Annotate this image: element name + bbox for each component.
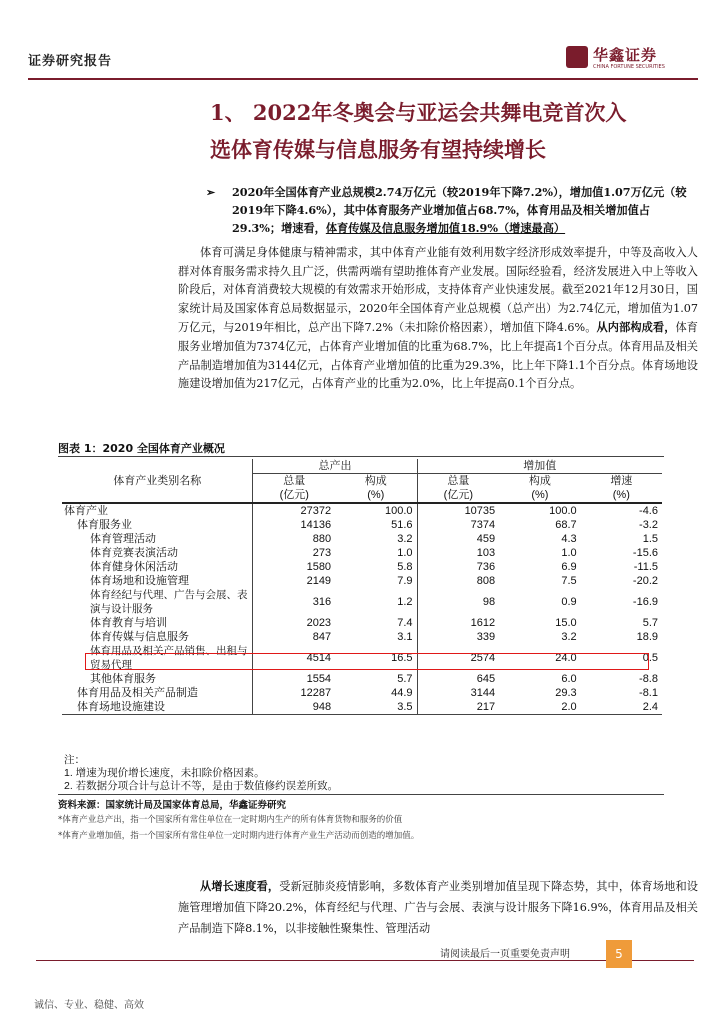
table-row bbox=[62, 560, 662, 574]
table-row bbox=[62, 672, 662, 686]
logo-text: 华鑫证券 bbox=[593, 46, 658, 64]
row-value-cell: 736 bbox=[417, 560, 499, 574]
data-source: 资料来源：国家统计局及国家体育总局，华鑫证券研究 bbox=[58, 800, 287, 811]
note-2: 2. 若数据分项合计与总计不等，是由于数值修约误差所致。 bbox=[64, 780, 339, 792]
row-category-name: 体育用品及相关产品制造 bbox=[77, 687, 198, 699]
row-value-cell: 3.2 bbox=[561, 631, 577, 643]
row-category-name: 体育经纪与代理、广告与会展、表演与设计服务 bbox=[90, 589, 248, 615]
table-row bbox=[62, 574, 662, 588]
table-col-name-header: 体育产业类别名称 bbox=[62, 459, 253, 503]
row-value-cell: 3.2 bbox=[397, 533, 413, 545]
body-paragraph-2 bbox=[178, 876, 698, 939]
subheader-label: 构成 bbox=[528, 475, 551, 487]
company-logo bbox=[566, 44, 696, 74]
row-value-cell: 7.9 bbox=[397, 575, 413, 587]
figure-title-rule bbox=[58, 456, 664, 457]
table-group-output: 总产出 bbox=[253, 459, 417, 474]
row-value-cell: 51.6 bbox=[391, 519, 413, 531]
row-value-cell: 3144 bbox=[417, 686, 499, 700]
row-value-cell: -11.5 bbox=[633, 561, 658, 573]
row-value-cell: 273 bbox=[253, 546, 335, 560]
table-row bbox=[62, 700, 662, 715]
row-value-cell: 5.7 bbox=[397, 673, 413, 685]
row-value-cell: -4.6 bbox=[581, 503, 662, 518]
row-value-cell: -20.2 bbox=[632, 575, 658, 587]
row-value-cell: 3.5 bbox=[335, 700, 417, 715]
row-value-cell: 2149 bbox=[253, 574, 335, 588]
section-heading-line2: 选体育传媒与信息服务有望持续增长 bbox=[210, 137, 546, 162]
header-divider bbox=[28, 78, 698, 80]
table-subheader-cell bbox=[581, 474, 662, 504]
row-value-cell: 316 bbox=[253, 588, 335, 616]
table-row bbox=[62, 588, 662, 616]
key-point-text bbox=[232, 183, 696, 237]
row-value-cell: -16.9 bbox=[632, 596, 658, 608]
row-value-cell: 7374 bbox=[417, 518, 499, 532]
sports-industry-table bbox=[62, 459, 662, 715]
report-type-label: 证券研究报告 bbox=[28, 54, 113, 69]
notes-rule bbox=[58, 794, 664, 795]
row-category-name: 其他体育服务 bbox=[90, 673, 156, 685]
row-value-cell: 4.3 bbox=[561, 533, 577, 545]
page-number: 5 bbox=[606, 940, 632, 968]
row-value-cell: 1.0 bbox=[397, 547, 413, 559]
row-value-cell: 5.7 bbox=[642, 617, 658, 629]
row-value-cell: 98 bbox=[417, 588, 499, 616]
table-subheader-cell bbox=[499, 474, 580, 504]
row-category-name: 体育用品及相关产品销售、出租与贸易代理 bbox=[90, 645, 248, 671]
row-value-cell: 7.5 bbox=[561, 575, 577, 587]
highlight-box bbox=[85, 653, 649, 670]
subheader-label: 增速 bbox=[610, 475, 633, 487]
table-subheader-cell bbox=[335, 474, 417, 504]
table-row bbox=[62, 503, 662, 518]
row-value-cell: 0.5 bbox=[642, 652, 658, 664]
row-value-cell: 18.9 bbox=[636, 631, 658, 643]
subheader-label: 构成 bbox=[364, 475, 387, 487]
note-1: 1. 增速为现价增长速度，未扣除价格因素。 bbox=[64, 767, 265, 779]
row-value-cell: -8.1 bbox=[639, 687, 658, 699]
row-value-cell: 880 bbox=[253, 532, 335, 546]
row-value-cell: 7.4 bbox=[397, 617, 413, 629]
row-category-name: 体育场地设施建设 bbox=[62, 700, 253, 715]
row-value-cell: 29.3 bbox=[555, 687, 577, 699]
row-category-name: 体育服务业 bbox=[77, 519, 132, 531]
row-value-cell: 68.7 bbox=[555, 519, 577, 531]
logo-mark-icon bbox=[566, 46, 588, 68]
row-value-cell: 12287 bbox=[253, 686, 335, 700]
para2-text: 受新冠肺炎疫情影响，多数体育产业类别增加值呈现下降态势，其中，体育场地和设施管理增加值下降20.2%，体育经纪与代理、广告与会展、表演与设计服务下降16.9%，体育用品及相关产品制造下降8.1%，以非接触性聚集性、管理活动 bbox=[178, 880, 698, 935]
row-value-cell: 4514 bbox=[253, 644, 335, 672]
footnote-output: *体育产业总产出，指一个国家所有常住单位在一定时期内生产的所有体育货物和服务的价值 bbox=[58, 815, 403, 825]
row-category-name: 体育场地和设施管理 bbox=[90, 575, 189, 587]
row-value-cell: 2.0 bbox=[499, 700, 580, 715]
row-value-cell: 847 bbox=[253, 630, 335, 644]
row-value-cell: -15.6 bbox=[632, 547, 658, 559]
row-value-cell: 1554 bbox=[253, 672, 335, 686]
row-value-cell: 808 bbox=[417, 574, 499, 588]
table-row bbox=[62, 630, 662, 644]
key-point-bullet bbox=[206, 183, 696, 237]
subheader-label: 总量 bbox=[447, 475, 470, 487]
footnote-value-added: *体育产业增加值，指一个国家所有常住单位一定时期内进行体育产业生产活动而创造的增加值。 bbox=[58, 831, 420, 841]
row-category-name: 体育教育与培训 bbox=[90, 617, 167, 629]
row-category-name: 体育产业 bbox=[62, 503, 253, 518]
row-value-cell: 103 bbox=[417, 546, 499, 560]
table-notes bbox=[64, 754, 338, 793]
subheader-unit: (亿元) bbox=[279, 489, 309, 501]
row-category-name: 体育管理活动 bbox=[90, 533, 156, 545]
row-value-cell: 1580 bbox=[253, 560, 335, 574]
para1-text-a: 体育可满足身体健康与精神需求，其中体育产业能有效利用数字经济形成效率提升，中等及高收入人群对体育服务需求持久且广泛，供需两端有望助推体育产业发展。国际经验看，经济发展进入中上等收入阶段后，对体育消费较大规模的有效需求开始形成，支持体育产业快速发展。截至2021年12月30日，国家统计局及国家体育总局数据显示，2020年全国体育产业总规模（总产出）为2.74亿元，增加值为1.07万亿元，与2019年相比，总产出下降7.2%（未扣除价格因素），增加值下降4.6%。 bbox=[178, 246, 698, 335]
disclaimer-link[interactable]: 请阅读最后一页重要免责声明 bbox=[440, 949, 570, 960]
row-value-cell: 2.4 bbox=[581, 700, 662, 715]
subheader-unit: (亿元) bbox=[443, 489, 473, 501]
para1-text-b: 体育服务业增加值为7374亿元，占体育产业增加值的比重为68.7%，比上年提高1个百分点。体育用品及相关产品制造增加值为3144亿元，占体育产业增加值的比重为29.3%，比上年下降1.1个百分点。体育场地设施建设增加值为217亿元，占体育产业的比重为2.0%，比上年提高0.1个百分点。 bbox=[178, 321, 698, 391]
subheader-unit: (%) bbox=[531, 489, 549, 501]
section-heading-line1: 1、 2022年冬奥会与亚运会共舞电竞首次入 bbox=[210, 100, 627, 125]
footer-divider bbox=[36, 960, 694, 961]
key-point-bold: 2020年全国体育产业总规模2.74万亿元（较2019年下降7.2%），增加值1.07万亿元（较2019年下降4.6%），其中体育服务产业增加值占68.7%，体育用品及相关增加值占29.3%；增速看， bbox=[232, 185, 687, 235]
row-value-cell: 100.0 bbox=[499, 503, 580, 518]
row-value-cell: 6.0 bbox=[561, 673, 577, 685]
table-row bbox=[62, 518, 662, 532]
figure-title: 图表 1：2020 全国体育产业概况 bbox=[58, 442, 225, 455]
body-paragraph-1 bbox=[178, 244, 698, 394]
key-point-underlined: 体育传媒及信息服务增加值18.9%（增速最高） bbox=[325, 221, 566, 235]
row-value-cell: 24.0 bbox=[555, 652, 577, 664]
row-category-name: 体育竞赛表演活动 bbox=[90, 547, 178, 559]
subheader-label: 总量 bbox=[283, 475, 306, 487]
row-value-cell: 1612 bbox=[417, 616, 499, 630]
row-value-cell: 0.9 bbox=[561, 596, 577, 608]
row-value-cell: 6.9 bbox=[561, 561, 577, 573]
row-value-cell: 2574 bbox=[417, 644, 499, 672]
table-subheader-cell bbox=[417, 474, 499, 504]
table-row bbox=[62, 616, 662, 630]
notes-title: 注： bbox=[64, 754, 85, 766]
row-value-cell: 16.5 bbox=[391, 652, 413, 664]
para1-bold: 从内部构成看， bbox=[596, 320, 676, 335]
subheader-unit: (%) bbox=[612, 489, 630, 501]
company-slogan: 诚信、专业、稳健、高效 bbox=[34, 1000, 144, 1011]
row-value-cell: 1.0 bbox=[561, 547, 577, 559]
table-row bbox=[62, 686, 662, 700]
row-value-cell: 217 bbox=[417, 700, 499, 715]
row-value-cell: 1.2 bbox=[397, 596, 413, 608]
row-value-cell: -3.2 bbox=[639, 519, 658, 531]
table-subheader-cell bbox=[253, 474, 335, 504]
row-value-cell: 44.9 bbox=[391, 687, 413, 699]
table-body bbox=[62, 503, 662, 715]
row-value-cell: 5.8 bbox=[397, 561, 413, 573]
row-value-cell: 645 bbox=[417, 672, 499, 686]
row-value-cell: 2023 bbox=[253, 616, 335, 630]
subheader-unit: (%) bbox=[367, 489, 385, 501]
row-category-name: 体育传媒与信息服务 bbox=[90, 631, 189, 643]
row-value-cell: 459 bbox=[417, 532, 499, 546]
row-value-cell: 339 bbox=[417, 630, 499, 644]
row-value-cell: 10735 bbox=[417, 503, 499, 518]
row-value-cell: 3.1 bbox=[397, 631, 413, 643]
arrow-bullet-icon: ➢ bbox=[206, 185, 216, 199]
row-value-cell: 948 bbox=[253, 700, 335, 715]
row-value-cell: -8.8 bbox=[639, 673, 658, 685]
row-value-cell: 100.0 bbox=[335, 503, 417, 518]
section-heading bbox=[210, 94, 710, 168]
row-value-cell: 15.0 bbox=[555, 617, 577, 629]
table-row bbox=[62, 546, 662, 560]
row-category-name: 体育健身休闲活动 bbox=[90, 561, 178, 573]
table-row bbox=[62, 532, 662, 546]
row-value-cell: 27372 bbox=[253, 503, 335, 518]
row-value-cell: 14136 bbox=[253, 518, 335, 532]
table-group-value-added: 增加值 bbox=[417, 459, 662, 474]
row-value-cell: 1.5 bbox=[642, 533, 658, 545]
logo-subtext: CHINA FORTUNE SECURITIES bbox=[593, 64, 665, 70]
para2-bold: 从增长速度看， bbox=[200, 879, 280, 893]
